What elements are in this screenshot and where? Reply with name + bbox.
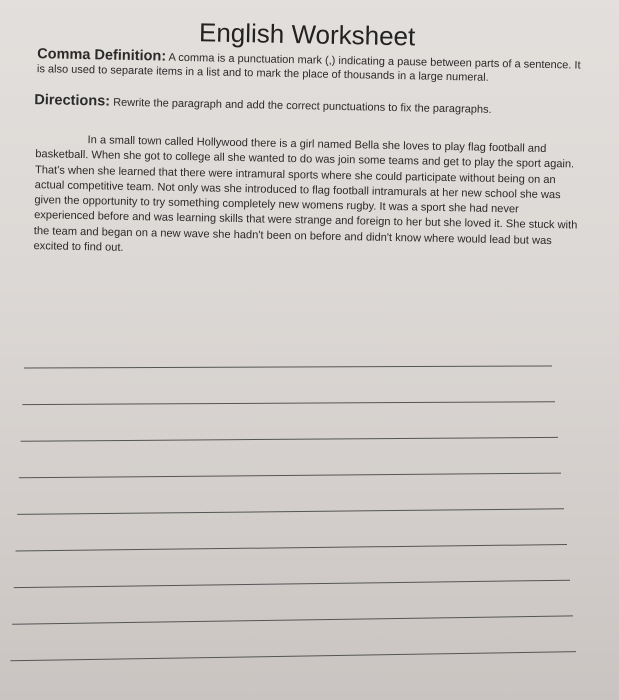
answer-line bbox=[22, 402, 555, 405]
paragraph-to-rewrite: In a small town called Hollywood there is a girl named Bella she loves to play flag football and basketball. When she got to college all she wanted to do was join some teams and get to play the sport again. That's when she learned that there were intramural sports where she could participate without being on an actual competitive team. Not only was she introduced to flag football intramurals at her new school she was given the opportunity to try something completely new womens rugby. It was a sport she had never experienced before and was learning skills that were strange and foreign to her but she loved it. She stuck with the team and began on a new wave she hadn't been on before and didn't know where would lead but was excited to find out. bbox=[33, 134, 578, 254]
definition-text: A comma is a punctuation mark (,) indicating a pause between parts of a sentence. It is also used to separate items in a list and to mark the place of thousands in a large numeral. bbox=[36, 51, 581, 84]
directions-term: Directions: bbox=[34, 92, 111, 110]
answer-line bbox=[19, 473, 561, 478]
definition-term: Comma Definition: bbox=[37, 46, 167, 65]
answer-line bbox=[12, 616, 573, 624]
answer-line bbox=[24, 366, 552, 368]
answer-line bbox=[21, 437, 558, 441]
answer-line bbox=[14, 580, 570, 587]
answer-line bbox=[10, 652, 576, 661]
answer-line bbox=[17, 509, 564, 515]
page-title: English Worksheet bbox=[198, 17, 416, 52]
answer-line bbox=[16, 545, 568, 552]
directions-text: Rewrite the paragraph and add the correct punctuations to fix the paragraphs. bbox=[109, 96, 492, 116]
